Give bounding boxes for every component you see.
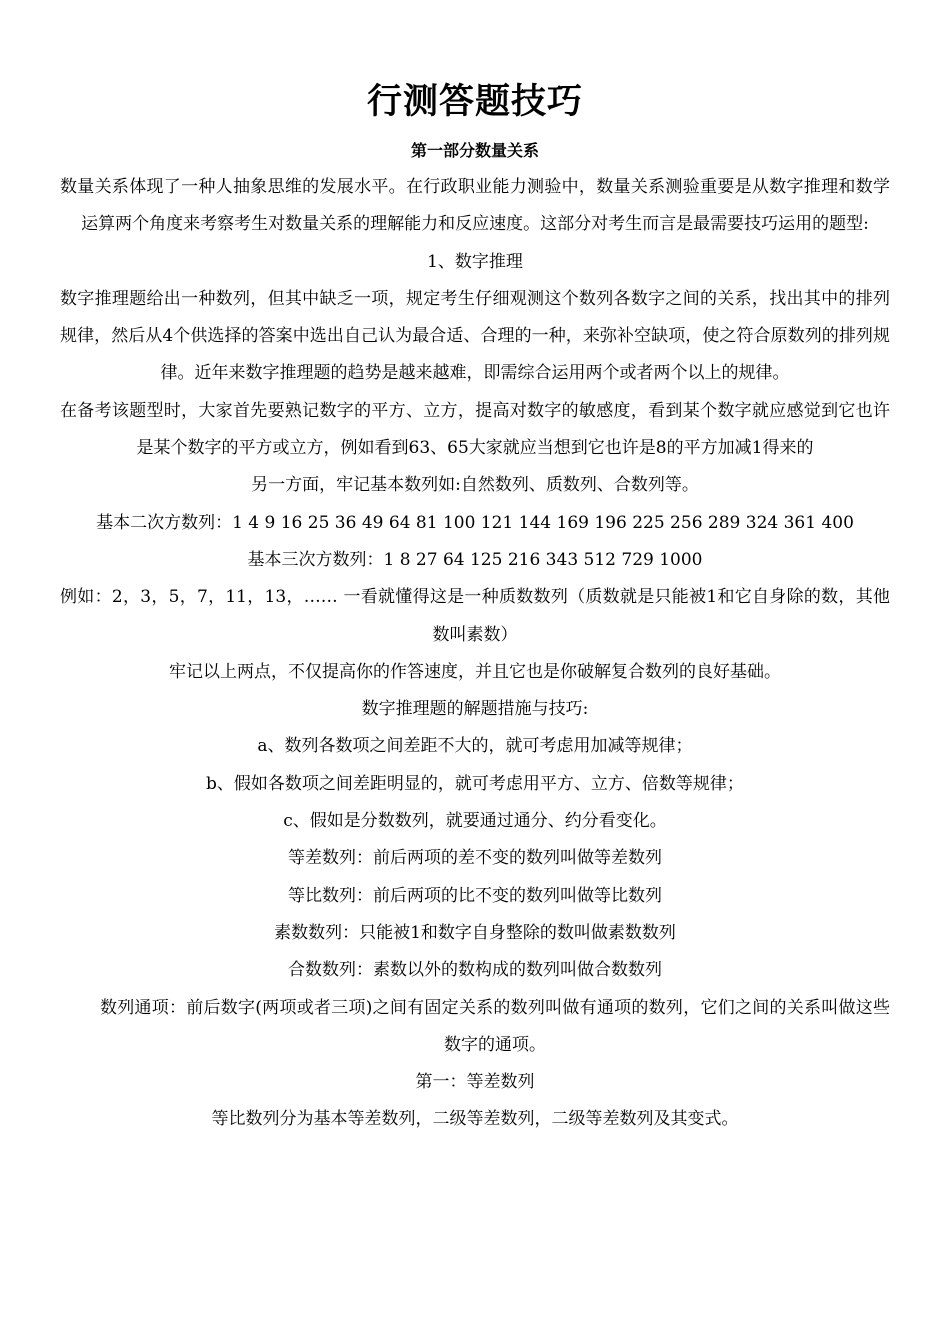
section-title: 第一部分数量关系: [410, 141, 539, 160]
document-page: [60, 72, 890, 1139]
definition-arithmetic: 等差数列：前后两项的差不变的数列叫做等差数列: [288, 848, 662, 869]
paragraph-number-reasoning: 数字推理题给出一种数列，但其中缺乏一项，规定考生仔细观测这个数列各数字之间的关系，找出其中的排列规律，然后从4个供选择的答案中选出自己认为最合适、合理的一种，来弥补空缺项，使之符合原数列的排列规律。近年来数字推理题的趋势是越来越难，即需综合运用两个或者两个以上的规律。: [60, 288, 890, 384]
document-title: 行测答题技巧: [366, 81, 583, 122]
definition-general-term: 数列通项：前后数字(两项或者三项)之间有固定关系的数列叫做有通项的数列，它们之间的关系叫做这些数字的通项。: [100, 997, 890, 1055]
paragraph-arithmetic-types: 等比数列分为基本等差数列，二级等差数列，二级等差数列及其变式。: [211, 1109, 739, 1130]
cubes-sequence: 基本三次方数列：1 8 27 64 125 216 343 512 729 1000: [247, 549, 703, 570]
definition-composite: 合数数列：素数以外的数构成的数列叫做合数数列: [288, 960, 662, 981]
paragraph-preparation: 在备考该题型时，大家首先要熟记数字的平方、立方，提高对数字的敏感度，看到某个数字就应感觉到它也许是某个数字的平方或立方，例如看到63、65大家就应当想到它也许是8的平方加减1得来的: [60, 400, 890, 459]
paragraph-prime-example: 例如：2，3，5，7，11，13，…… 一看就懂得这是一种质数数列（质数就是只能被1和它自身除的数，其他数叫素数）: [60, 587, 890, 645]
paragraph-intro: 数量关系体现了一种人抽象思维的发展水平。在行政职业能力测验中，数量关系测验重要是从数字推理和数学运算两个角度来考察考生对数量关系的理解能力和反应速度。这部分对考生而言是最需要技巧运用的题型:: [60, 177, 890, 235]
squares-sequence: 基本二次方数列：1 4 9 16 25 36 49 64 81 100 121 144 169 196 225 256 289 324 361 400: [96, 512, 854, 533]
heading-number-reasoning: 1、数字推理: [427, 251, 523, 272]
heading-arithmetic-sequence: 第一：等差数列: [415, 1072, 535, 1093]
paragraph-remember: 牢记以上两点，不仅提高你的作答速度，并且它也是你破解复合数列的良好基础。: [169, 661, 781, 682]
method-a: a、数列各数项之间差距不大的，就可考虑用加减等规律；: [257, 736, 693, 757]
method-c: c、假如是分数数列，就要通过通分、约分看变化。: [283, 811, 667, 832]
definition-prime: 素数数列：只能被1和数字自身整除的数叫做素数数列: [274, 922, 676, 943]
method-b: b、假如各数项之间差距明显的，就可考虑用平方、立方、倍数等规律；: [206, 773, 744, 794]
definition-geometric: 等比数列：前后两项的比不变的数列叫做等比数列: [288, 885, 662, 906]
paragraph-basic-sequences: 另一方面，牢记基本数列如:自然数列、质数列、合数列等。: [251, 475, 699, 496]
heading-methods: 数字推理题的解题措施与技巧:: [361, 699, 589, 720]
